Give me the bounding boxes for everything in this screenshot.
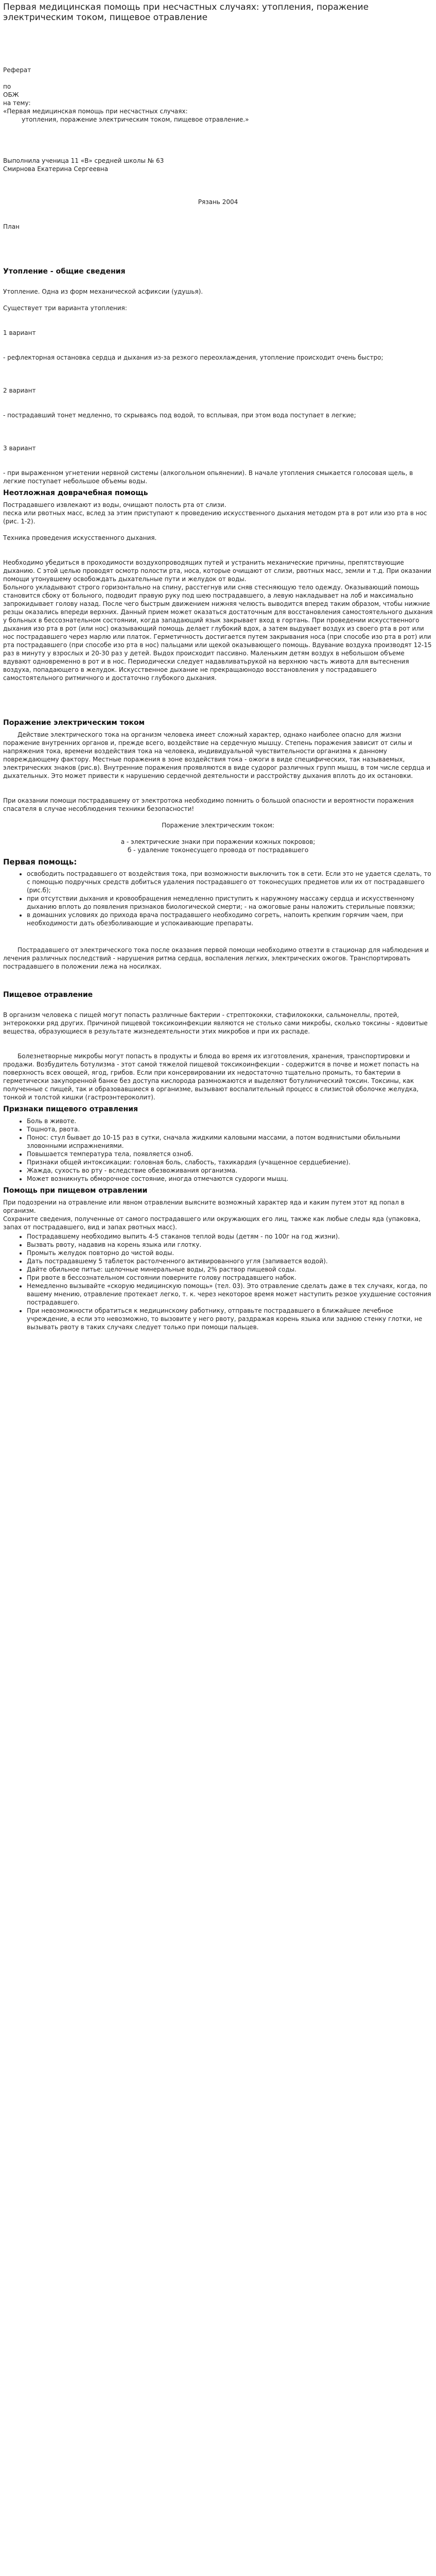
- paragraph: При оказании помощи пострадавшему от электротока необходимо помнить о большой опасности и вероятности поражения спасателя в случае несоблюдения техники безопасности!: [3, 797, 414, 812]
- paragraph: - пострадавший тонет медленно, то скрываясь под водой, то всплывая, при этом вода поступает в легкие;: [3, 412, 356, 419]
- list-item: • освободить пострадавшего от воздействия тока, при возможности выключить ток в сети. Если это не удается сделать, то с помощью подручных средств добиться удаления пострадавшего от токонесущих предметов или их от пострадавшего (рис.б);: [27, 870, 433, 894]
- paragraph: - рефлекторная остановка сердца и дыхания из-за резкого переохлаждения, утопление происходит очень быстро;: [3, 354, 383, 361]
- list-item: • При невозможности обратиться к медицинскому работнику, отправьте пострадавшего в ближайшее лечебное учреждение, а если это невозможно, то вызовите у него рвоту, раздражая корень языка или заднюю стенку глотки, не вызывать рвоту в таких случаях следует только при помощи пальцев.: [27, 1307, 433, 1331]
- help-list: [3, 1232, 433, 1331]
- page-title: Первая медицинская помощь при несчастных случаях: утопления, поражение электрическим током, пищевое отравление: [3, 2, 369, 23]
- section-heading: Поражение электрическим током: [3, 719, 145, 727]
- paragraph: Техника проведения искусственного дыхания.: [3, 534, 157, 541]
- cover-line: по: [3, 83, 11, 90]
- figure-caption: б - удаление токонесущего провода от пострадавшего: [127, 846, 309, 854]
- author-line: Выполнила ученица 11 «В» средней школы № 63: [3, 157, 164, 164]
- variant-label: 2 вариант: [3, 387, 36, 394]
- paragraph: Необходимо убедиться в проходимости воздухопроводящих путей и устранить механические причины, препятствующие дыханию. С этой целью проводят осмотр полости рта, носа, которые очищают от слизи, рвотных масс, земли и т.д. При оказании помощи утонувшему освобождать дыхательные пути и желудок от воды.: [3, 559, 431, 583]
- paragraph: Действие электрического тока на организм человека имеет сложный характер, однако наиболее опасно для жизни поражение внутренних органов и, прежде всего, воздействие на сердечную мышцу. Степень поражения зависит от силы и напряжения тока, времени воздействия тока на человека, индивидуальной чувствительности организма к данному повреждающему фактору. Местные поражения в зоне воздействия тока - ожоги в виде специфических, так называемых, электрических знаков (рис.в). Внутренние поражения проявляются в виде судорог различных групп мышц, в том числе сердца и дыхательных. Это может привести к нарушению сердечной деятельности и расстройству дыхания вплоть до их остановки.: [3, 731, 430, 779]
- paragraph: Утопление. Одна из форм механической асфиксии (удушья).: [3, 288, 203, 295]
- author-line: Смирнова Екатерина Сергеевна: [3, 165, 108, 173]
- list-item: • Дайте обильное питье: щелочные минеральные воды, 2% раствор пищевой соды.: [27, 1265, 433, 1274]
- section-heading: Признаки пищевого отравления: [3, 1105, 138, 1113]
- section-heading: Первая помощь:: [3, 857, 77, 867]
- paragraph: - при выраженном угнетении нервной системы (алкогольном опьянении). В начале утопления смыкается голосовая щель, в легкие поступает небольшое объемы воды.: [3, 469, 413, 485]
- first-aid-list: [3, 870, 433, 927]
- list-item: • Может возникнуть обморочное состояние, иногда отмечаются судороги мышц.: [27, 1175, 433, 1183]
- list-item: • Признаки общей интоксикации: головная боль, слабость, тахикардия (учащенное сердцебиение).: [27, 1158, 433, 1166]
- cover-line: ОБЖ: [3, 91, 19, 98]
- paragraph: Сохраните сведения, полученные от самого пострадавшего или окружающих его лиц, также как любые следы яда (упаковка, запах от пострадавшего, вид и запах рвотных масс).: [3, 1215, 421, 1231]
- cover-line: утопления, поражение электрическим током, пищевое отравление.»: [22, 116, 249, 123]
- list-item: • Жажда, сухость во рту - вследствие обезвоживания организма.: [27, 1166, 433, 1175]
- paragraph: При подозрении на отравление или явном отравлении выясните возможный характер яда и каким путем этот яд попал в организм.: [3, 1199, 405, 1214]
- figure-caption: Поражение электрическим током:: [162, 822, 274, 829]
- paragraph: Существует три варианта утопления:: [3, 304, 127, 312]
- variant-label: 1 вариант: [3, 329, 36, 336]
- section-heading: Неотложная доврачебная помощь: [3, 489, 148, 497]
- city-year: Рязань 2004: [198, 198, 238, 206]
- paragraph: В организм человека с пищей могут попасть различные бактерии - стрептококки, стафилококки, сальмонеллы, протей, энтерококки ряд других. Причиной пищевой токсикоинфекции являются не столько сами микробы, сколько токсины - ядовитые вещества, образующиеся в результате жизнедеятельности этих микробов и при их распаде.: [3, 1011, 428, 1035]
- list-item: • Понос: стул бывает до 10-15 раз в сутки, сначала жидкими каловыми массами, а потом водянистыми обильными зловонными испражнениями.: [27, 1133, 433, 1150]
- figure-caption: а - электрические знаки при поражении кожных покровов;: [120, 838, 316, 845]
- paragraph: песка или рвотных масс, вслед за этим приступают к проведению искусственного дыхания методом рта в рот или изо рта в нос (рис. 1-2).: [3, 510, 427, 525]
- section-heading: Помощь при пищевом отравлении: [3, 1187, 148, 1195]
- paragraph: Больного укладывают строго горизонтально на спину, расстегнув или сняв стесняющую тело одежду. Оказывающий помощь становится сбоку от больного, подводит правую руку под шею пострадавшего, а левую накладывает на лоб и максимально запрокидывает голову назад. После чего быстрым движением нижняя челюсть выводится вперед таким образом, чтобы нижние резцы оказались впереди верхних. Данный прием может оказаться достаточным для восстановления самостоятельного дыхания у больных в бессознательном состоянии, когда западающий язык закрывает вход в гортань. При проведении искусственного дыхания изо рта в рот (или нос) оказывающий помощь делает глубокий вдох, а затем выдувает воздух из своего рта в рот или нос пострадавшего через марлю или платок. Герметичность достигается путем закрывания носа (при способе изо рта в рот) или рта пострадавшего (при способе изо рта в нос) пальцами или щекой оказывающего помощь. Вдувание воздуха производят 12-15 раз в минуту у взрослых и 20-30 раз у детей. Выдох происходит пассивно. Маленьким детям воздух в небольшом объеме вдувают одновременно в рот и в нос. Периодически следует надавливатьрукой на верхнюю часть живота для вытеснения воздуха, попадающего в желудок. Искусственное дыхание не прекращаюнодо восстановления у пострадавшего самостоятельного ритмичного и достаточно глубокого дыхания.: [3, 584, 433, 682]
- symptoms-list: [3, 1117, 433, 1183]
- cover-line: Реферат: [3, 66, 31, 74]
- section-heading: Утопление - общие сведения: [3, 267, 126, 276]
- list-item: • Вызвать рвоту, надавив на корень языка или глотку.: [27, 1241, 433, 1249]
- list-item: • при отсутствии дыхания и кровообращения немедленно приступить к наружному массажу сердца и искусственному дыханию вплоть до появления признаков биологической смерти; - на ожоговые раны наложить стерильные повязки;: [27, 894, 433, 911]
- list-item: • Тошнота, рвота.: [27, 1125, 433, 1133]
- plan-label: План: [3, 223, 20, 230]
- paragraph: Болезнетворные микробы могут попасть в продукты и блюда во время их изготовления, хранения, транспортировки и продажи. Возбудитель ботулизма - этот самой тяжелой пищевой токсикоинфекции - содержится в почве и может попасть на поверхность всех овощей, ягод, грибов. Если при консервировании их недостаточно тщательно промыть, то бактерии в герметически закупоренной банке без доступа кислорода размножаются и выделяют ботулинический токсин. Токсины, как полученные с пищей, так и образовавшиеся в организме, вызывают воспалительный процесс в слизистой оболочке желудка, тонкой и толстой кишки (гастроэнтероколит).: [3, 1053, 420, 1101]
- list-item: • При рвоте в бессознательном состоянии поверните голову пострадавшего набок.: [27, 1274, 433, 1282]
- variant-label: 3 вариант: [3, 445, 36, 452]
- list-item: • Промыть желудок повторно до чистой воды.: [27, 1249, 433, 1257]
- list-item: • Повышается температура тела, появляется озноб.: [27, 1150, 433, 1158]
- list-item: • в домашних условиях до прихода врача пострадавшего необходимо согреть, напоить крепким горячим чаем, при необходимости дать обезболивающие и успокаивающие препараты.: [27, 911, 433, 927]
- list-item: • Дать пострадавшему 5 таблеток растолченного активированного угля (запивается водой).: [27, 1257, 433, 1265]
- paragraph: Пострадавшего извлекают из воды, очищают полость рта от слизи.: [3, 501, 226, 509]
- cover-line: «Первая медицинская помощь при несчастных случаях:: [3, 108, 188, 115]
- section-heading: Пищевое отравление: [3, 991, 93, 999]
- list-item: • Боль в животе.: [27, 1117, 433, 1125]
- list-item: • Пострадавшему необходимо выпить 4-5 стаканов теплой воды (детям - по 100г на год жизни).: [27, 1232, 433, 1241]
- paragraph: Пострадавшего от электрического тока после оказания первой помощи необходимо отвезти в стационар для наблюдения и лечения различных последствий - нарушения ритма сердца, воспаления легких, электрических ожогов. Транспортировать пострадавшего в положении лежа на носилках.: [3, 946, 429, 970]
- list-item: • Немедленно вызывайте «скорую медицинскую помощь» (тел. 03). Это отравление сделать даже в тех случаях, когда, по вашему мнению, отравление протекает легко, т. к. через некоторое время может наступить резкое ухудшение состояния пострадавшего.: [27, 1282, 433, 1307]
- cover-line: на тему:: [3, 99, 31, 107]
